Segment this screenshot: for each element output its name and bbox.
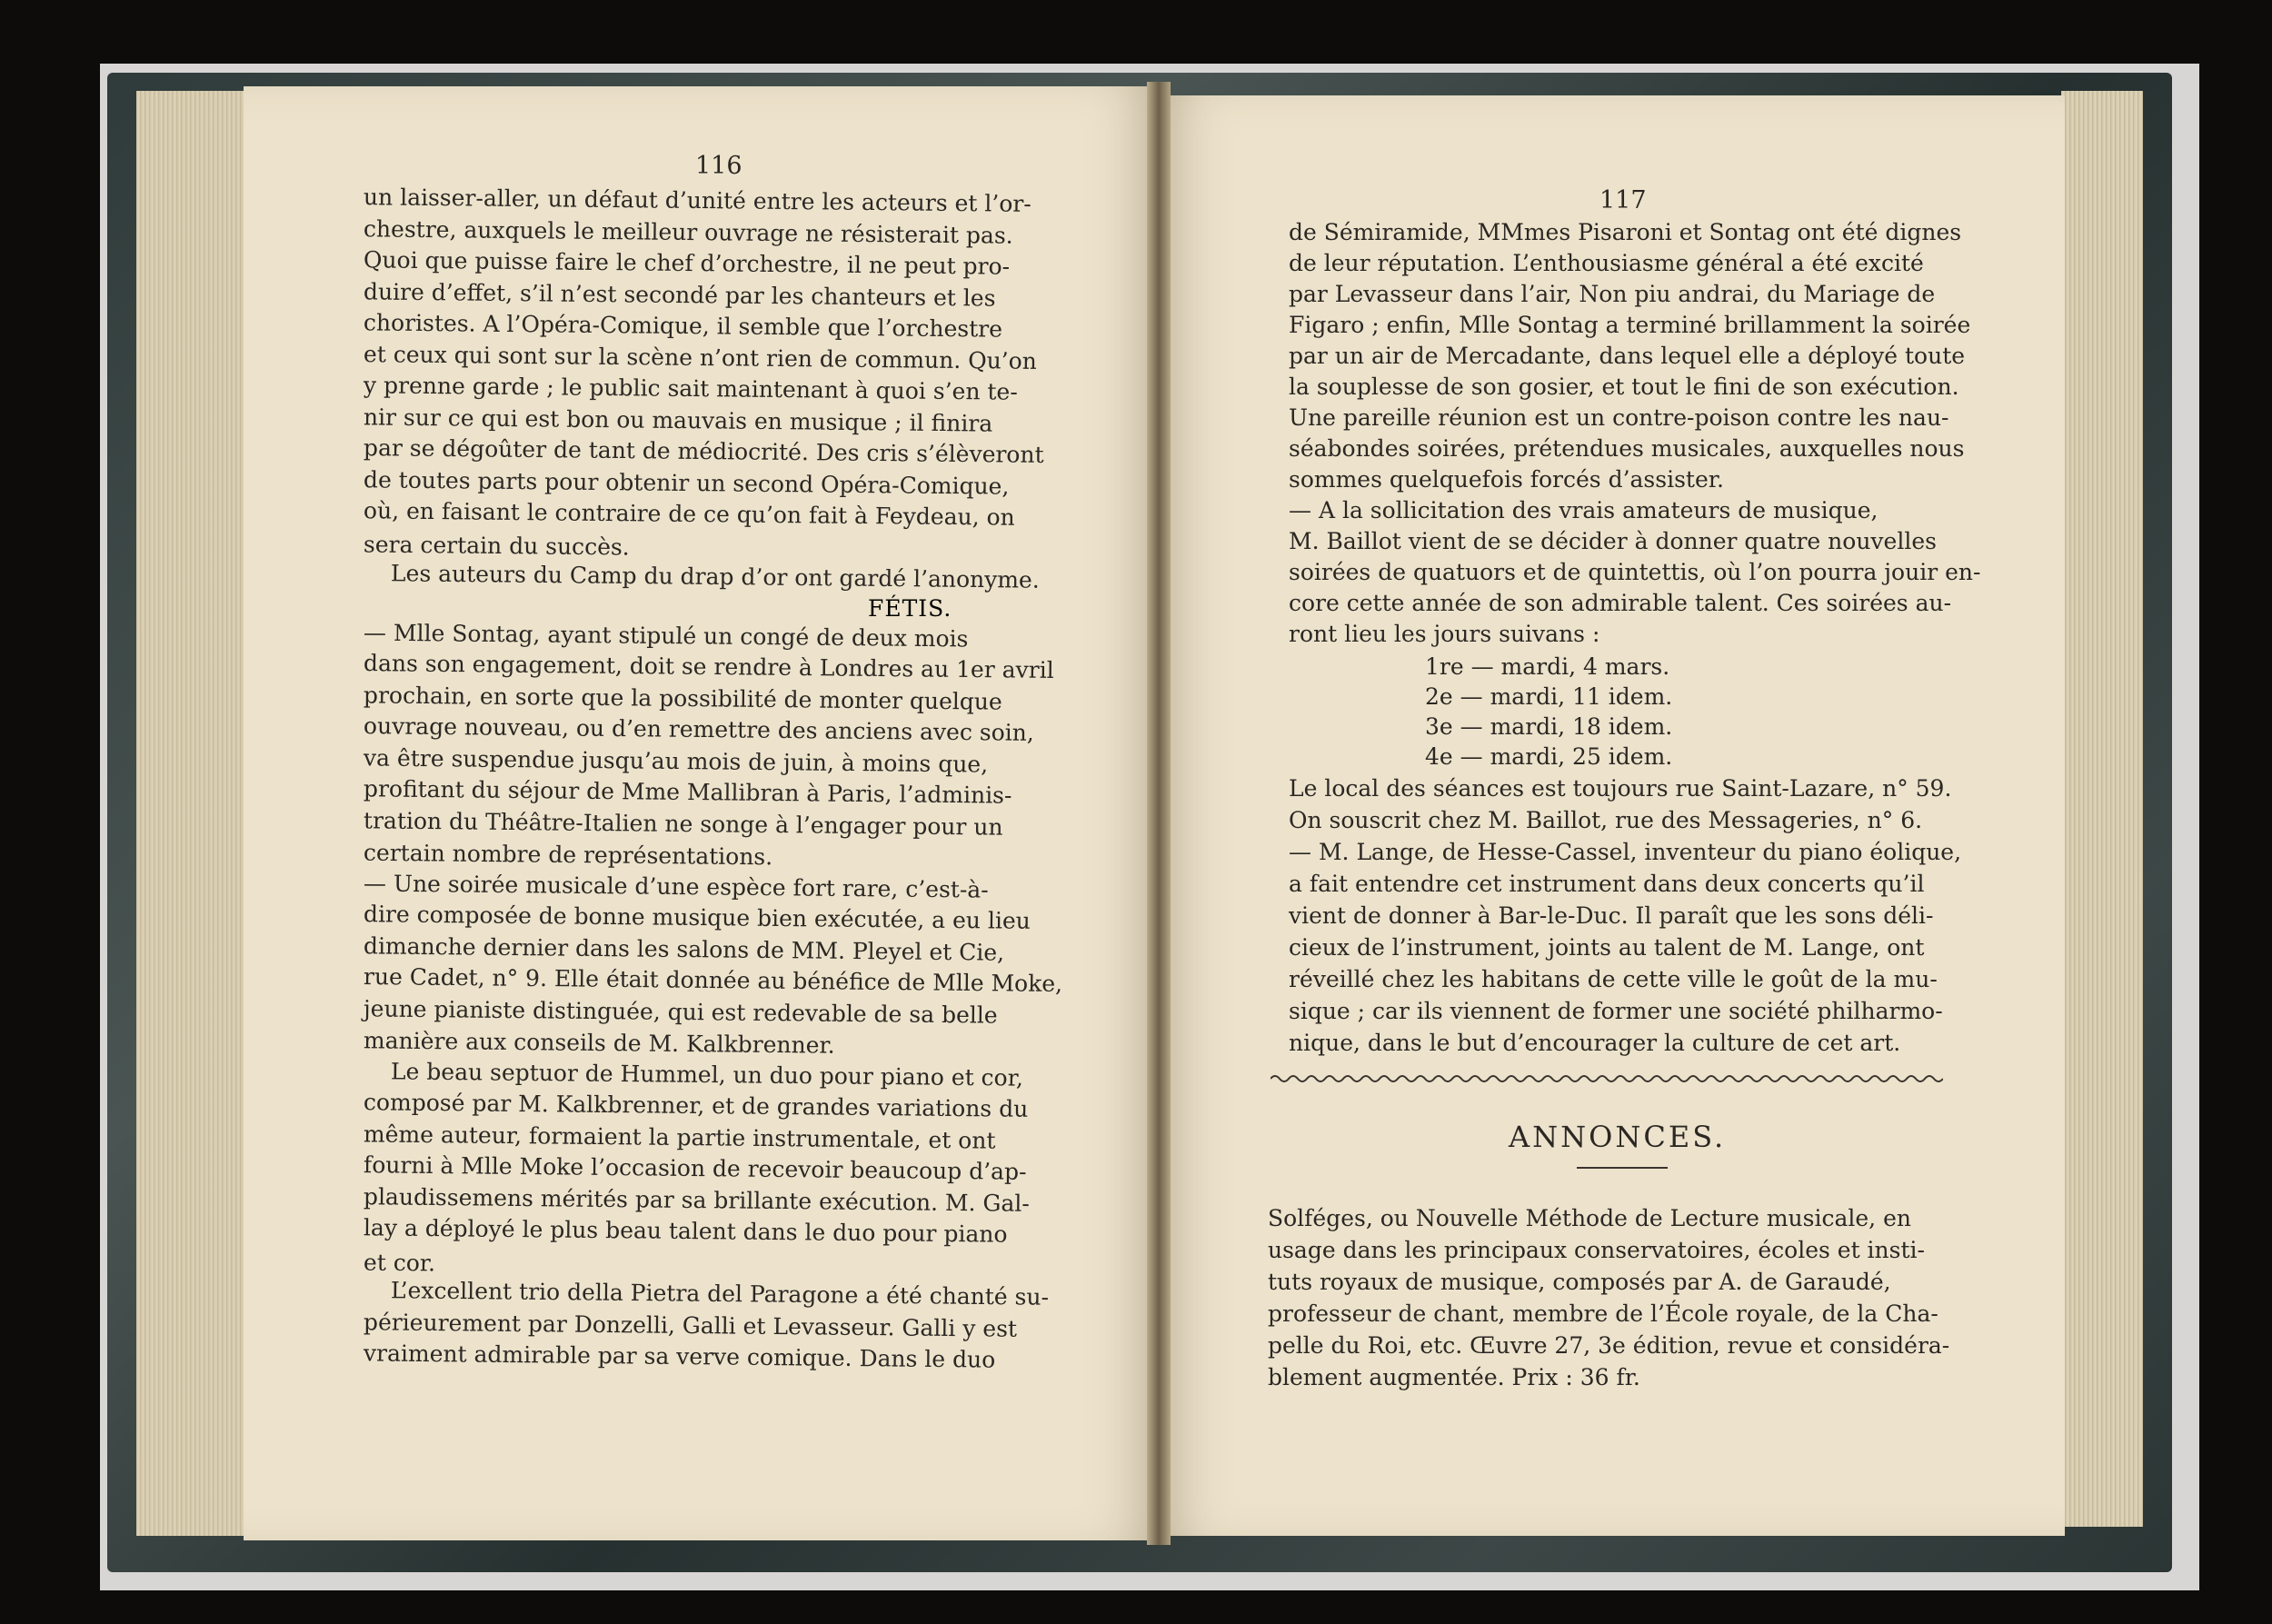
text-line: sera certain du succès. <box>363 530 630 561</box>
text-line: core cette année de son admirable talent. Ces soirées au- <box>1289 590 1952 616</box>
page-edges-right <box>2061 91 2143 1527</box>
text-line: de toutes parts pour obtenir un second Opéra-Comique, <box>363 465 1010 500</box>
text-line: L’excellent trio della Pietra del Paragone a été chanté su- <box>390 1277 1050 1310</box>
text-line: par un air de Mercadante, dans lequel elle a déployé toute <box>1289 343 1966 369</box>
text-line: de Sémiramide, MMmes Pisaroni et Sontag ont été dignes <box>1289 219 1962 245</box>
text-line: sommes quelquefois forcés d’assister. <box>1289 466 1724 493</box>
text-line: duire d’effet, s’il n’est secondé par les chanteurs et les <box>363 277 996 312</box>
text-line: manière aux conseils de M. Kalkbrenner. <box>363 1027 835 1059</box>
text-line: soirées de quatuors et de quintettis, où l’on pourra jouir en- <box>1289 559 1981 585</box>
text-line: dans son engagement, doit se rendre à Londres au 1er avril <box>363 650 1054 683</box>
text-line: 1re — mardi, 4 mars. <box>1425 653 1670 680</box>
text-line: Le beau septuor de Hummel, un duo pour piano et cor, <box>390 1057 1024 1091</box>
text-line: tration du Théâtre-Italien ne songe à l’engager pour un <box>363 806 1003 841</box>
text-line: un laisser-aller, un défaut d’unité entre les acteurs et l’or- <box>363 184 1031 217</box>
text-line: nique, dans le but d’encourager la culture de cet art. <box>1289 1030 1901 1056</box>
text-line: y prenne garde ; le public sait maintenant à quoi s’en te- <box>363 372 1018 405</box>
page-edges-left <box>136 91 245 1536</box>
text-line: ouvrage nouveau, ou d’en remettre des anciens avec soin, <box>363 712 1034 746</box>
text-line: va être suspendue jusqu’au mois de juin, à moins que, <box>363 743 989 778</box>
text-line: périeurement par Donzelli, Galli et Levasseur. Galli y est <box>363 1308 1018 1342</box>
text-line: dimanche dernier dans les salons de MM. Pleyel et Cie, <box>363 932 1005 966</box>
text-line: vient de donner à Bar-le-Duc. Il paraît que les sons déli- <box>1289 902 1934 929</box>
text-line: et cor. <box>363 1249 436 1276</box>
book-gutter <box>1147 82 1171 1545</box>
text-line: usage dans les principaux conservatoires, écoles et insti- <box>1268 1237 1925 1263</box>
text-line: Une pareille réunion est un contre-poison contre les nau- <box>1289 404 1949 431</box>
text-line: Quoi que puisse faire le chef d’orchestre, il ne peut pro- <box>363 246 1011 280</box>
text-line: nir sur ce qui est bon ou mauvais en musique ; il finira <box>363 403 993 437</box>
text-line: choristes. A l’Opéra-Comique, il semble que l’orchestre <box>363 309 1003 343</box>
text-line: M. Baillot vient de se décider à donner quatre nouvelles <box>1289 528 1937 554</box>
text-line: rue Cadet, n° 9. Elle était donnée au bénéfice de Mlle Moke, <box>363 962 1063 998</box>
text-line: réveillé chez les habitans de cette ville le goût de la mu- <box>1289 966 1938 992</box>
text-line: fourni à Mlle Moke l’occasion de recevoir beaucoup d’ap- <box>363 1151 1027 1185</box>
text-line: lay a déployé le plus beau talent dans le duo pour piano <box>363 1214 1008 1248</box>
text-line: plaudissemens mérités par sa brillante exécution. M. Gal- <box>363 1182 1030 1217</box>
text-line: — Mlle Sontag, ayant stipulé un congé de deux mois <box>363 619 969 652</box>
text-line: de leur réputation. L’enthousiasme général a été excité <box>1289 250 1924 276</box>
text-line: pelle du Roi, etc. Œuvre 27, 3e édition, revue et considéra- <box>1268 1332 1950 1359</box>
section-divider <box>1271 1072 1943 1085</box>
text-line: composé par M. Kalkbrenner, et de grandes variations du <box>363 1089 1029 1122</box>
text-line: Figaro ; enfin, Mlle Sontag a terminé brillamment la soirée <box>1289 312 1971 338</box>
article-signature: FÉTIS. <box>868 595 952 622</box>
text-line: prochain, en sorte que la possibilité de monter quelque <box>363 681 1002 715</box>
text-line: professeur de chant, membre de l’École royale, de la Cha- <box>1268 1300 1938 1327</box>
text-line: a fait entendre cet instrument dans deux concerts qu’il <box>1289 871 1925 897</box>
text-line: profitant du séjour de Mme Mallibran à Paris, l’adminis- <box>363 775 1012 809</box>
text-line: 3e — mardi, 18 idem. <box>1425 713 1673 740</box>
text-line: tuts royaux de musique, composés par A. de Garaudé, <box>1268 1269 1891 1295</box>
text-line: 4e — mardi, 25 idem. <box>1425 743 1673 770</box>
text-line: On souscrit chez M. Baillot, rue des Messageries, n° 6. <box>1289 807 1923 833</box>
text-line: — A la sollicitation des vrais amateurs de musique, <box>1289 497 1878 523</box>
text-line: vraiment admirable par sa verve comique. Dans le duo <box>363 1340 996 1373</box>
text-line: par se dégoûter de tant de médiocrité. Des cris s’élèveront <box>363 434 1044 468</box>
text-line: chestre, auxquels le meilleur ouvrage ne résisterait pas. <box>363 214 1013 249</box>
text-line: ront lieu les jours suivans : <box>1289 621 1600 647</box>
left-page-number: 116 <box>695 152 742 180</box>
right-page-number: 117 <box>1599 186 1647 214</box>
text-line: sique ; car ils viennent de former une société philharmo- <box>1289 998 1943 1024</box>
text-line: Le local des séances est toujours rue Saint-Lazare, n° 59. <box>1289 775 1952 802</box>
text-line: cieux de l’instrument, joints au talent de M. Lange, ont <box>1289 934 1925 961</box>
text-line: dire composée de bonne musique bien exécutée, a eu lieu <box>363 901 1031 934</box>
text-line: — M. Lange, de Hesse-Cassel, inventeur du piano éolique, <box>1289 839 1962 865</box>
section-heading: ANNONCES. <box>1509 1120 1727 1154</box>
text-line: où, en faisant le contraire de ce qu’on fait à Feydeau, on <box>363 497 1015 531</box>
text-line: certain nombre de représentations. <box>363 839 773 871</box>
text-line: Solféges, ou Nouvelle Méthode de Lecture musicale, en <box>1268 1205 1911 1231</box>
text-line: blement augmentée. Prix : 36 fr. <box>1268 1364 1640 1390</box>
text-line: — Une soirée musicale d’une espèce fort rare, c’est-à- <box>363 869 989 903</box>
text-line: jeune pianiste distinguée, qui est redevable de sa belle <box>363 994 998 1029</box>
text-line: la souplesse de son gosier, et tout le fini de son exécution. <box>1289 374 1959 400</box>
text-line: et ceux qui sont sur la scène n’ont rien de commun. Qu’on <box>363 340 1038 374</box>
text-line: 2e — mardi, 11 idem. <box>1425 683 1673 710</box>
text-line: par Levasseur dans l’air, Non piu andrai, du Mariage de <box>1289 281 1936 307</box>
text-line: même auteur, formaient la partie instrumentale, et ont <box>363 1120 996 1154</box>
text-line: Les auteurs du Camp du drap d’or ont gardé l’anonyme. <box>390 560 1040 593</box>
text-line: séabondes soirées, prétendues musicales, auxquelles nous <box>1289 435 1965 462</box>
heading-rule <box>1577 1167 1668 1169</box>
